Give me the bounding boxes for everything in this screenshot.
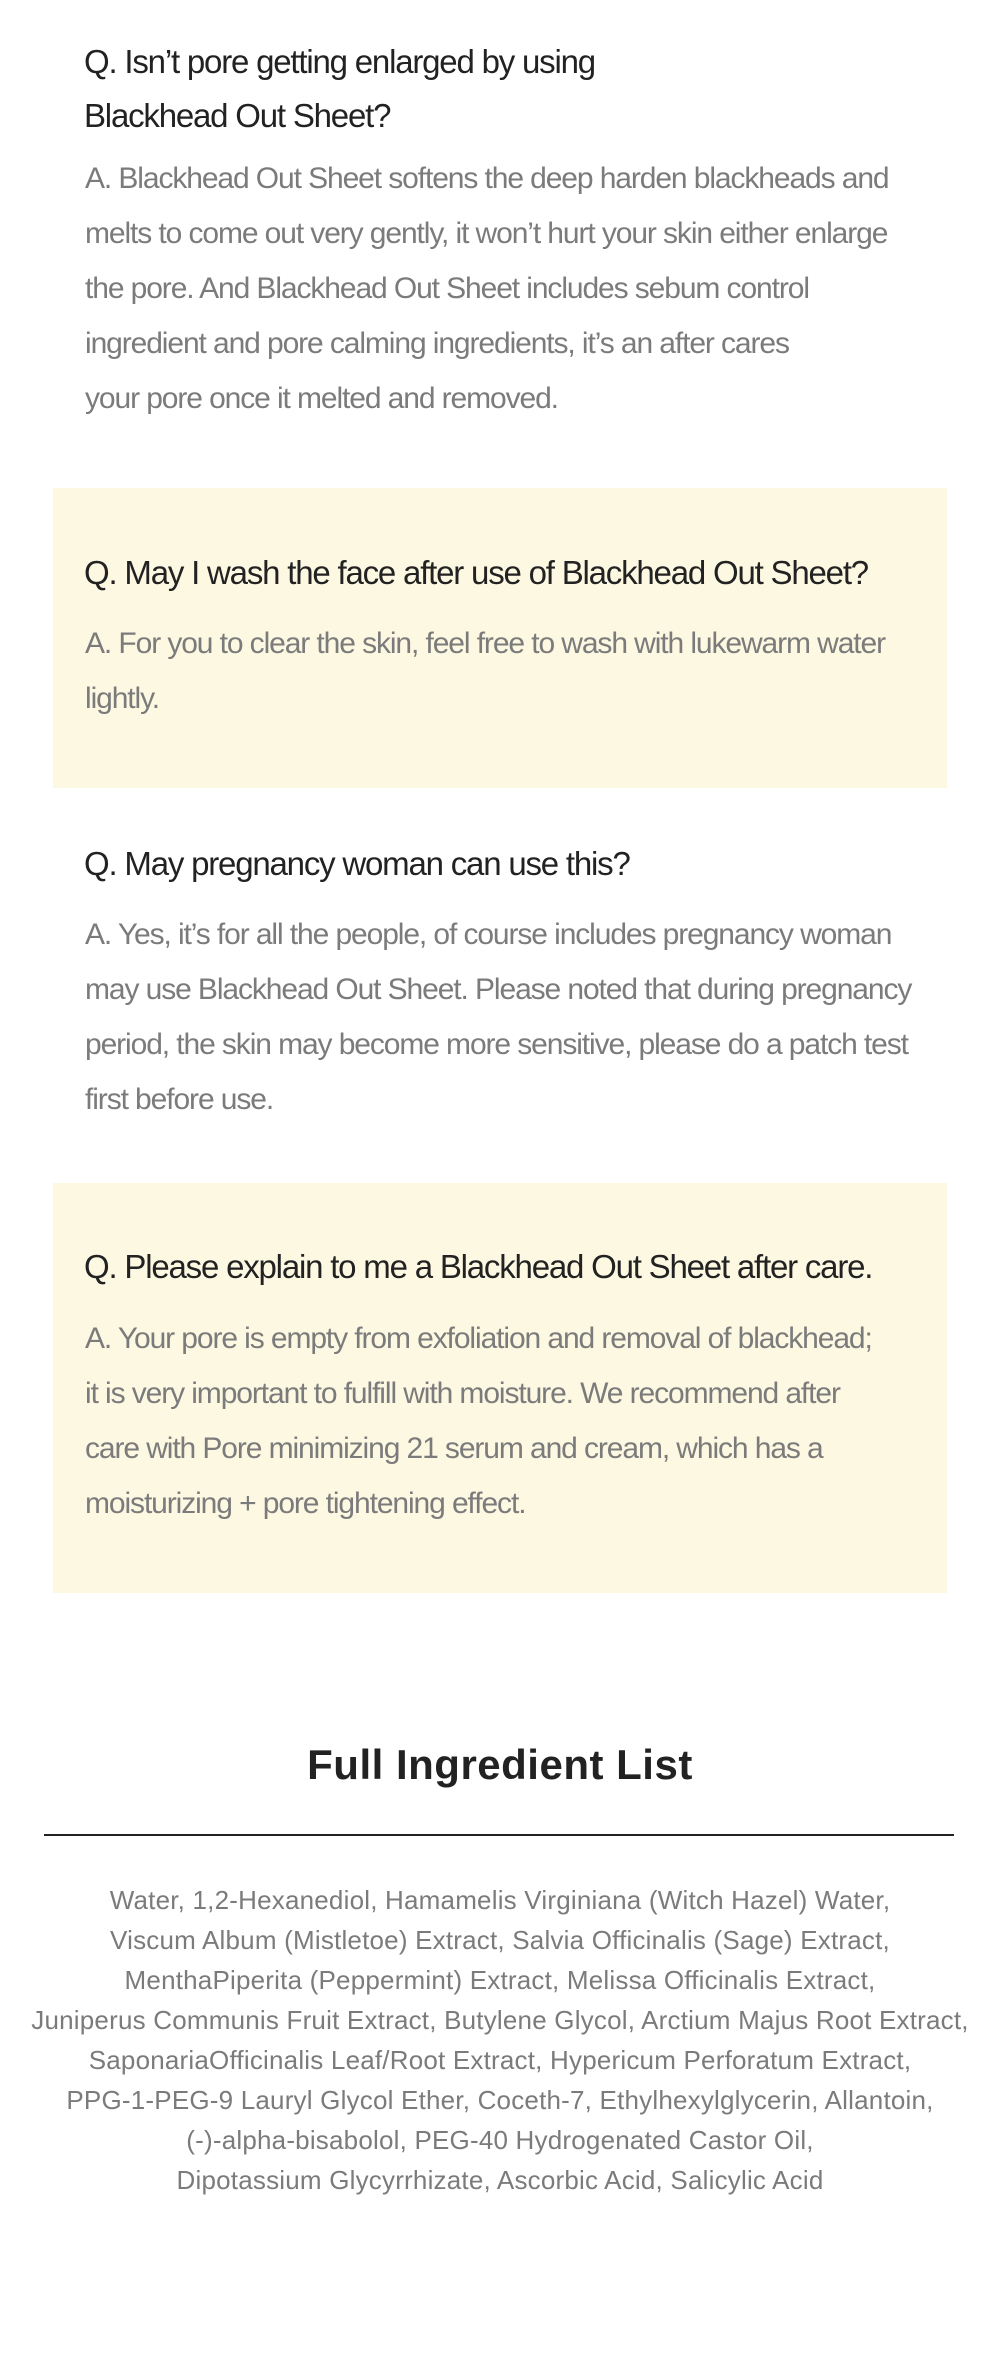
faq-answer: A. For you to clear the skin, feel free to wash with lukewarm water lightly. <box>85 627 885 715</box>
faq-question: Q. May I wash the face after use of Blackhead Out Sheet? <box>84 554 868 591</box>
divider <box>44 1834 954 1836</box>
faq-item-highlighted <box>53 488 947 788</box>
faq-question: Q. Please explain to me a Blackhead Out Sheet after care. <box>84 1248 873 1285</box>
faq-item <box>53 20 947 440</box>
faq-question: Q. Isn’t pore getting enlarged by using Blackhead Out Sheet? <box>84 43 595 134</box>
ingredient-list: Water, 1,2-Hexanediol, Hamamelis Virginiana (Witch Hazel) Water, Viscum Album (Mistletoe) Extract, Salvia Officinalis (Sage) Extract, MenthaPiperita (Peppermint) Extract, Melissa Officinalis Extract, Juniperus Communis Fruit Extract, Butylene Glycol, Arctium Majus Root Extract, SaponariaOfficinalis Leaf/Root Extract, Hypericum Perforatum Extract, PPG-1-PEG-9 Lauryl Glycol Ether, Coceth-7, Ethylhexylglycerin, Allantoin, (-)-alpha-bisabolol, PEG-40 Hydrogenated Castor Oil, Dipotassium Glycyrrhizate, Ascorbic Acid, Salicylic Acid <box>31 1885 969 2195</box>
faq-item <box>53 820 947 1160</box>
faq-answer: A. Blackhead Out Sheet softens the deep harden blackheads and melts to come out very gently, it won’t hurt your skin either enlarge the pore. And Blackhead Out Sheet includes sebum control ingredient and pore calming ingredients, it’s an after cares your pore once it melted and removed. <box>85 162 889 415</box>
faq-answer: A. Yes, it’s for all the people, of course includes pregnancy woman may use Blackhead Out Sheet. Please noted that during pregnancy period, the skin may become more sensitive, please do a patch test first before use. <box>85 918 912 1116</box>
ingredient-list-title: Full Ingredient List <box>307 1741 693 1788</box>
faq-question: Q. May pregnancy woman can use this? <box>84 845 630 882</box>
faq-item-highlighted <box>53 1183 947 1593</box>
faq-answer: A. Your pore is empty from exfoliation and removal of blackhead; it is very important to fulfill with moisture. We recommend after care with Pore minimizing 21 serum and cream, which has a moisturizing + pore tightening effect. <box>85 1322 872 1520</box>
